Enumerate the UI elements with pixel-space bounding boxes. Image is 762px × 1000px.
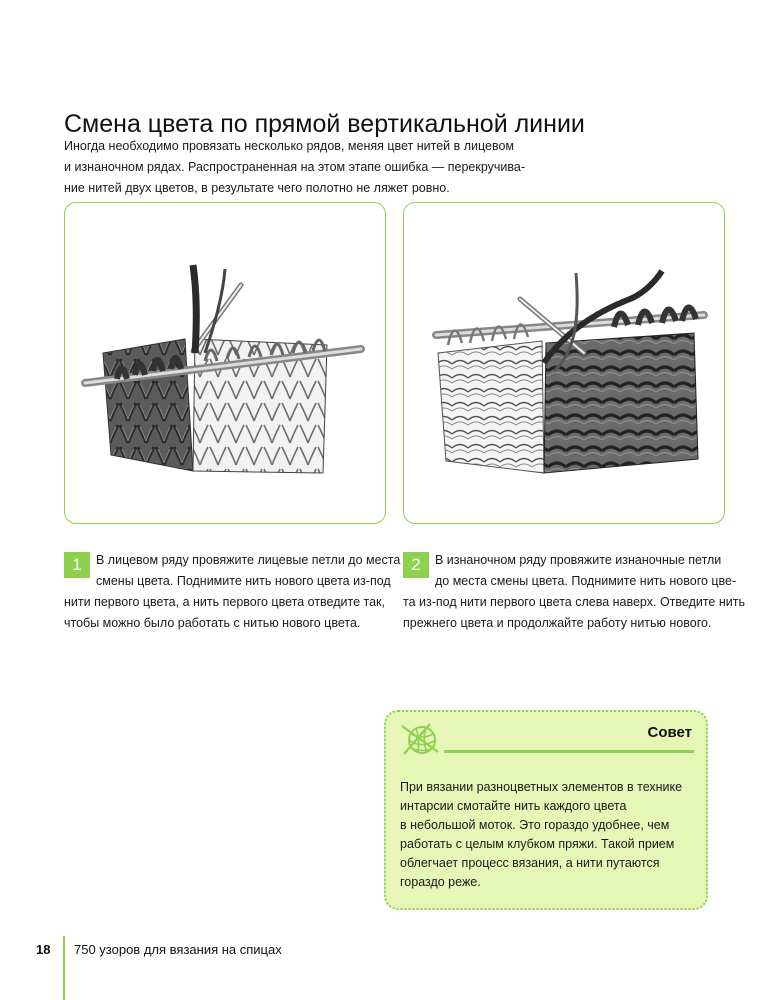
illustration-panel-knit-row xyxy=(64,202,386,524)
tip-text-line: в небольшой моток. Это гораздо удобнее, чем xyxy=(400,818,670,832)
knitting-illustration-knit-side xyxy=(65,203,385,523)
illustration-panel-purl-row xyxy=(403,202,725,524)
step-text-line: В лицевом ряду провяжите лицевые петли до места xyxy=(96,553,401,567)
intro-line: ние нитей двух цветов, в результате чего полотно не ляжет ровно. xyxy=(64,181,450,195)
step-number-badge: 1 xyxy=(64,552,90,578)
tip-text-line: интарсии смотайте нить каждого цвета xyxy=(400,799,627,813)
tip-text-line: облегчает процесс вязания, а нити путаются xyxy=(400,856,660,870)
step-number-badge: 2 xyxy=(403,552,429,578)
tip-title: Совет xyxy=(647,724,692,741)
page-number: 18 xyxy=(36,942,51,957)
tip-box xyxy=(384,710,708,910)
footer-divider xyxy=(63,936,65,1000)
step-text-line: В изнаночном ряду провяжите изнаночные петли xyxy=(435,553,722,567)
tip-divider xyxy=(444,750,694,753)
step-2 xyxy=(403,550,745,634)
book-title: 750 узоров для вязания на спицах xyxy=(74,942,282,957)
step-text-line: прежнего цвета и продолжайте работу нитью нового. xyxy=(403,616,712,630)
intro-line: и изнаночном рядах. Распространенная на этом этапе ошибка — перекручива- xyxy=(64,160,525,174)
tip-text xyxy=(400,778,696,892)
yarn-ball-icon xyxy=(400,722,440,758)
intro-line: Иногда необходимо провязать несколько рядов, меняя цвет нитей в лицевом xyxy=(64,139,515,153)
tip-text-line: работать с целым клубком пряжи. Такой прием xyxy=(400,837,675,851)
intro-paragraph xyxy=(64,136,524,199)
tip-text-line: гораздо реже. xyxy=(400,875,481,889)
step-1 xyxy=(64,550,401,634)
step-text-line: та из-под нити первого цвета слева наверх. Отведите нить xyxy=(403,595,745,609)
knitting-illustration-purl-side xyxy=(404,203,724,523)
page-title: Смена цвета по прямой вертикальной линии xyxy=(64,109,585,138)
step-text-line: чтобы можно было работать с нитью нового цвета. xyxy=(64,616,361,630)
step-text-line: нити первого цвета, а нить первого цвета отведите так, xyxy=(64,595,385,609)
tip-text-line: При вязании разноцветных элементов в технике xyxy=(400,780,683,794)
step-text-line: смены цвета. Поднимите нить нового цвета из-под xyxy=(96,574,391,588)
step-text-line: до места смены цвета. Поднимите нить нового цве- xyxy=(435,574,737,588)
